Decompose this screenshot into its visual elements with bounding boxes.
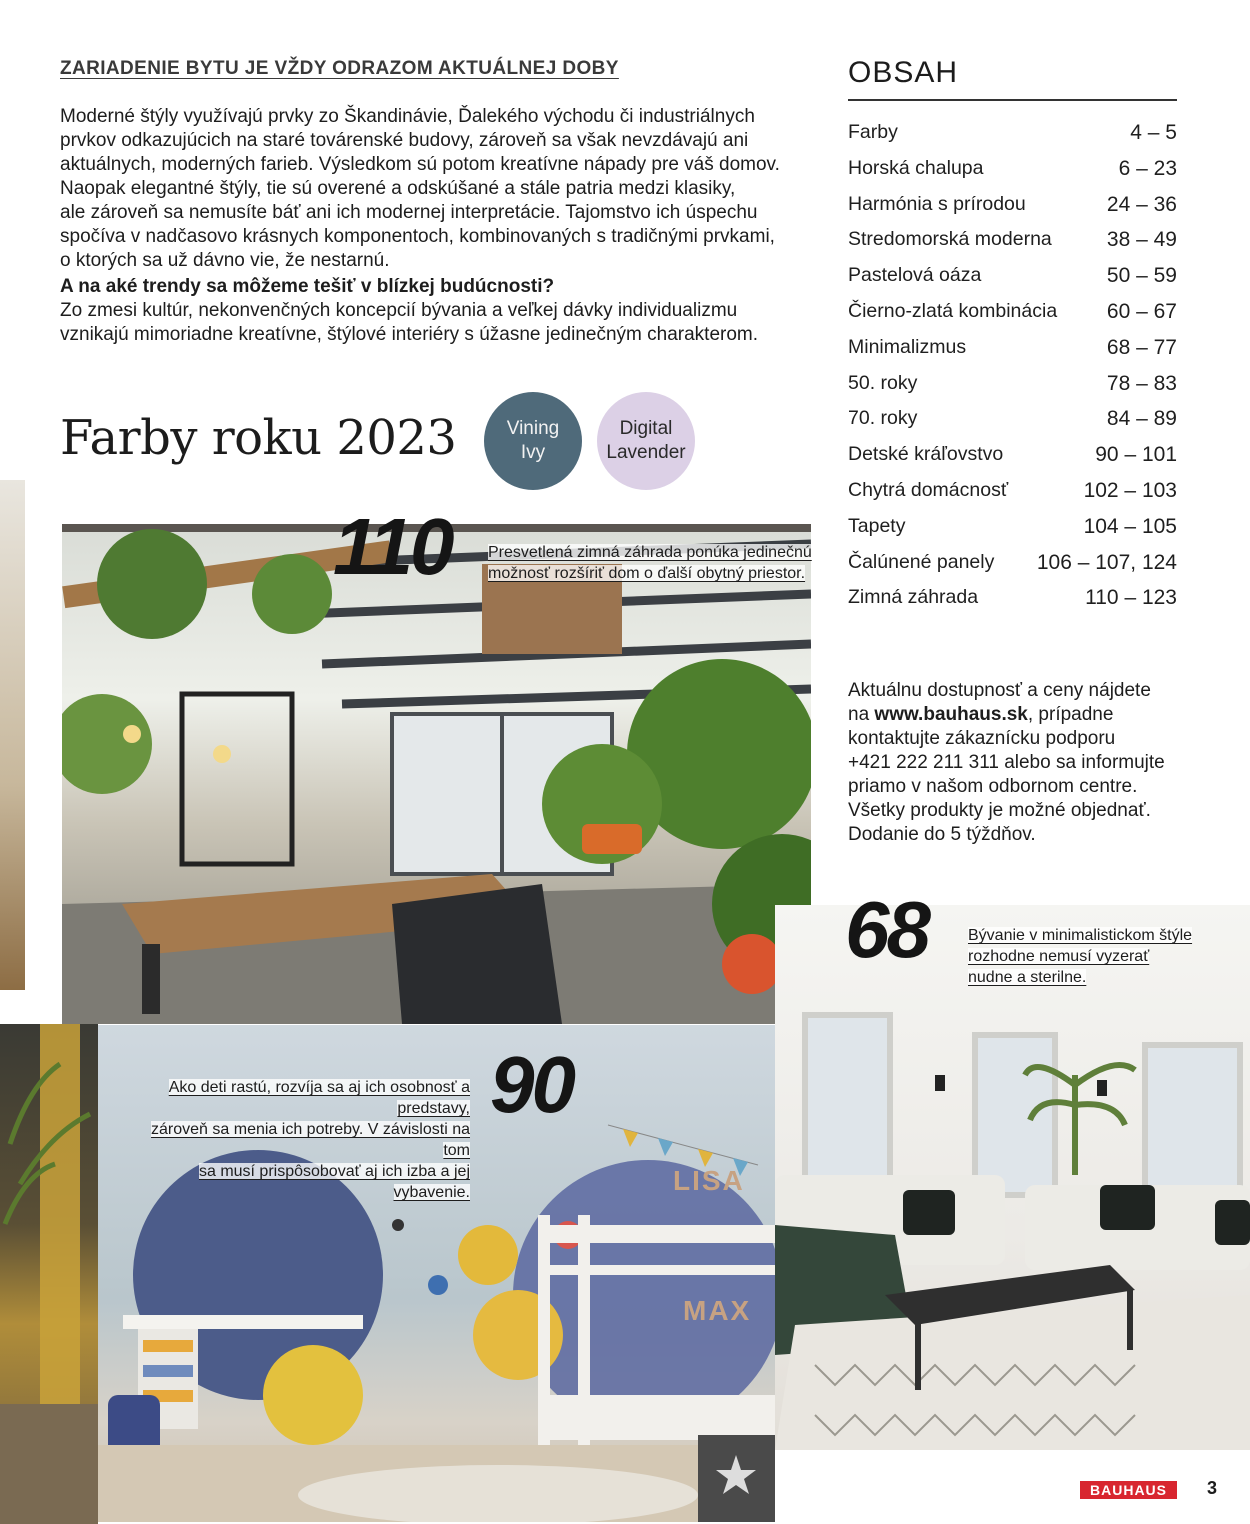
toc-item-label: 50. roky [848, 371, 918, 394]
toc-item[interactable] [848, 228, 1177, 264]
caption-line [968, 925, 1192, 946]
toc-item[interactable] [848, 336, 1177, 372]
intro-line: Zo zmesi kultúr, nekonvenčných koncepcií bývania a veľkej dávky individualizmu [60, 300, 738, 321]
caption-line [125, 1077, 470, 1119]
availability-line: Aktuálnu dostupnosť a ceny nájdete [848, 680, 1151, 701]
intro-line: o ktorých sa už dávno vie, že nestarnú. [60, 250, 390, 271]
colors-of-year-title: Farby roku 2023 [60, 410, 457, 466]
color-swatch-digital-lavender: Digital Lavender [597, 392, 695, 490]
toc-item-label: Horská chalupa [848, 156, 984, 179]
intro-line: prvkov odkazujúcich na staré továrenské budovy, zároveň sa však nevzdávajú ani [60, 130, 749, 151]
caption-line [968, 946, 1192, 967]
garden-caption [488, 542, 812, 584]
toc-item-pages: 50 – 59 [1106, 264, 1177, 288]
toc-item-pages: 102 – 103 [1083, 478, 1177, 502]
intro-text [60, 105, 820, 347]
toc-item[interactable] [848, 479, 1177, 515]
intro-line: ale zároveň sa nemusíte báť ani ich modernej interpretácie. Tajomstvo ich úspechu [60, 202, 758, 223]
intro-line: aktuálnych, moderných farieb. Výsledkom sú potom kreatívne nápady pre váš domov. [60, 154, 780, 175]
toc-item-pages: 84 – 89 [1106, 407, 1177, 431]
caption-text: nudne a sterilne. [968, 969, 1087, 986]
availability-line [848, 703, 1188, 727]
caption-line [125, 1161, 470, 1203]
toc-item-label: Zimná záhrada [848, 586, 979, 609]
intro-line: spočíva v nadčasovo krásnych komponentoch, kombinovaných s tradičnými prvkami, [60, 226, 775, 247]
toc-item-pages: 104 – 105 [1083, 514, 1177, 538]
availability-line: Všetky produkty je možné objednať. [848, 800, 1151, 821]
availability-text: na [848, 704, 875, 725]
toc-divider [848, 99, 1177, 101]
toc-item-label: Pastelová oáza [848, 264, 982, 287]
toc-item-label: Tapety [848, 514, 906, 537]
partial-photo-left-bottom [0, 1024, 98, 1524]
toc-item-label: Farby [848, 121, 898, 143]
toc-item-pages: 60 – 67 [1106, 299, 1177, 323]
toc-item-label: Čalúnené panely [848, 550, 995, 573]
toc-item-pages: 110 – 123 [1085, 586, 1177, 610]
caption-text: sa musí prispôsobovať aj ich izba a jej vybavenie. [198, 1163, 470, 1201]
caption-line [125, 1119, 470, 1161]
toc-item[interactable] [848, 300, 1177, 336]
table-of-contents [848, 121, 1177, 622]
winter-garden-photo [62, 524, 811, 1024]
toc-item-pages: 90 – 101 [1095, 443, 1177, 467]
partial-photo-left-top [0, 480, 25, 990]
caption-text: možnosť rozšíriť dom o ďalší obytný priestor. [488, 565, 806, 582]
minimal-caption [968, 925, 1192, 988]
toc-item[interactable] [848, 121, 1177, 157]
toc-item[interactable] [848, 193, 1177, 229]
toc-item[interactable] [848, 586, 1177, 622]
toc-item[interactable] [848, 264, 1177, 300]
toc-item-pages: 68 – 77 [1106, 335, 1177, 359]
curtain-plant-illustration [0, 1024, 98, 1524]
toc-title: OBSAH [848, 56, 959, 89]
minimal-page-number: 68 [845, 885, 928, 974]
toc-item[interactable] [848, 372, 1177, 408]
phone-number-line: +421 222 211 311 alebo sa informujte [848, 752, 1165, 773]
caption-text: zároveň sa menia ich potreby. V závislosti na tom [151, 1121, 470, 1159]
page-number: 3 [1207, 1478, 1218, 1498]
toc-item[interactable] [848, 515, 1177, 551]
caption-line [488, 542, 812, 563]
garden-page-number: 110 [333, 502, 452, 591]
intro-line: Moderné štýly využívajú prvky zo Škandinávie, Ďalekého východu či industriálnych [60, 106, 755, 127]
toc-item-pages: 24 – 36 [1106, 192, 1177, 216]
toc-item[interactable] [848, 443, 1177, 479]
availability-line: priamo v našom odbornom centre. [848, 776, 1138, 797]
toc-item-label: Detské kráľovstvo [848, 443, 1004, 466]
toc-item-label: Stredomorská moderna [848, 228, 1052, 251]
color-swatch-vining-ivy: Vining Ivy [484, 392, 582, 490]
toc-item-pages: 78 – 83 [1106, 371, 1177, 395]
bauhaus-logo: BAUHAUS [1080, 1481, 1177, 1499]
wall-name-lisa: LISA [673, 1165, 745, 1196]
kids-caption [125, 1077, 470, 1203]
toc-item-label: Čierno-zlatá kombinácia [848, 299, 1058, 322]
kids-page-number: 90 [490, 1040, 573, 1129]
toc-item[interactable] [848, 407, 1177, 443]
intro-line: vznikajú mimoriadne kreatívne, štýlové interiéry s úžasne jedinečným charakterom. [60, 324, 759, 345]
website-link[interactable]: www.bauhaus.sk [874, 704, 1028, 725]
toc-item-pages: 4 – 5 [1130, 121, 1177, 144]
caption-text: rozhodne nemusí vyzerať [968, 948, 1150, 965]
intro-line: Naopak elegantné štýly, tie sú overené a odskúšané a stále patria medzi klasiky, [60, 178, 736, 199]
toc-item-label: 70. roky [848, 407, 918, 430]
toc-item-pages: 6 – 23 [1118, 156, 1177, 180]
section-heading: ZARIADENIE BYTU JE VŽDY ODRAZOM AKTUÁLNEJ DOBY [60, 58, 619, 79]
toc-item-label: Minimalizmus [848, 335, 967, 358]
toc-item[interactable] [848, 157, 1177, 193]
availability-line: Dodanie do 5 týždňov. [848, 824, 1036, 845]
toc-item[interactable] [848, 551, 1177, 587]
caption-text: Ako deti rastú, rozvíja sa aj ich osobnosť a predstavy, [168, 1079, 470, 1117]
winter-garden-illustration [62, 524, 811, 1024]
toc-item-label: Chytrá domácnosť [848, 478, 1009, 501]
caption-text: Bývanie v minimalistickom štýle [968, 927, 1193, 944]
caption-text: Presvetlená zimná záhrada ponúka jedinečnú [488, 544, 812, 561]
availability-line: kontaktujte zákaznícku podporu [848, 728, 1116, 749]
caption-line [968, 967, 1192, 988]
intro-question: A na aké trendy sa môžeme tešiť v blízkej budúcnosti? [60, 276, 555, 297]
toc-item-label: Harmónia s prírodou [848, 192, 1026, 215]
wall-name-max: MAX [683, 1295, 752, 1326]
toc-item-pages: 38 – 49 [1106, 228, 1177, 252]
caption-line [488, 563, 812, 584]
availability-info [848, 679, 1188, 847]
toc-item-pages: 106 – 107, 124 [1036, 550, 1177, 574]
availability-text: , prípadne [1027, 704, 1114, 725]
